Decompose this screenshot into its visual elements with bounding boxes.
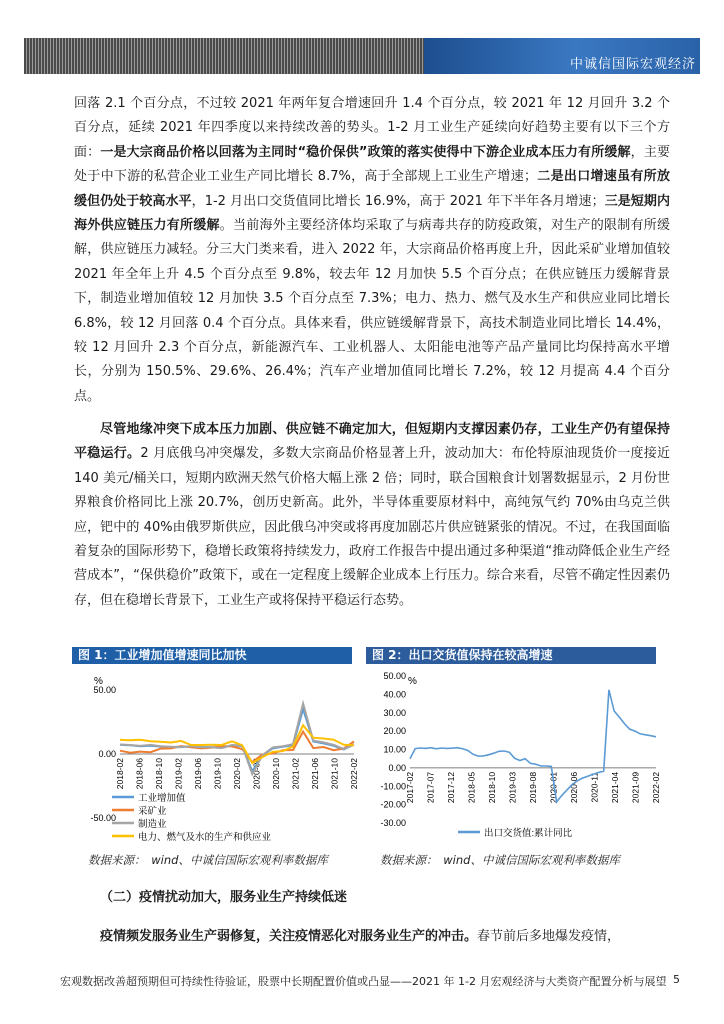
figure-2-source: 数据来源： wind、中诚信国际宏观利率数据库 [380,853,620,867]
x-tick-label: 2022-02 [651,771,661,804]
x-tick-label: 2019-06 [193,758,203,790]
paragraph-2 [74,418,670,613]
x-tick-label: 2018-05 [466,771,477,804]
x-tick-label: 2022-02 [349,758,359,790]
y-tick-label: 0.00 [388,762,406,773]
paragraph-3 [74,925,670,949]
p1-text-d: ，1-2 月出口交货值同比增长 16.9%，高于 2021 年下半年各月增速； [191,193,605,209]
p2-bold: 尽管地缘冲突下成本压力加剧、供应链不确定加大，但短期内支撑因素仍存，工业生产仍有望保持平稳运行。 [74,422,670,462]
p1-text-c: ，主要处于中下游的私营企业工业生产同比增长 8.7%，高于全部规上工业生产增速； [74,144,670,185]
paragraph-1 [74,92,670,409]
y-tick-label: -20.00 [380,799,406,810]
page-number: 5 [673,973,680,986]
y-tick-label: -50.00 [90,813,116,823]
x-tick-label: 2019-08 [528,771,538,804]
y-tick-label: 50.00 [93,685,116,695]
x-tick-label: 2020-02 [232,758,242,790]
legend-label-0: 出口交货值:累计同比 [484,828,573,839]
p1-bold-1: 一是大宗商品价格以回落为主同时“稳价保供”政策的落实使得中下游企业成本压力有所缓解 [100,144,631,160]
x-tick-label: 2020-11 [589,771,600,803]
y-tick-label: -10.00 [380,781,406,792]
figure-1-source: 数据来源： wind、中诚信国际宏观利率数据库 [88,853,328,867]
legend-label-3: 电力、燃气及水的生产和供应业 [138,832,272,843]
x-tick-label: 2017-07 [425,771,436,804]
x-tick-label: 2018-02 [115,758,125,790]
x-tick-label: 2019-03 [507,771,518,804]
legend-label-2: 制造业 [138,819,167,830]
y-tick-label: 0.00 [98,749,116,759]
y-tick-label: -30.00 [380,818,406,828]
p3-text: 春节前后多地爆发疫情， [477,929,621,944]
p1-bold-2: 二是出口增速虽有所放缓但仍处于较高水平 [74,169,670,209]
series-line-3 [120,725,354,763]
chart2-ylabel: % [408,676,417,687]
p1-text-a: 回落 2.1 个百分点，不过较 2021 年两年复合增速回升 1.4 个百分点，较 2021 年 12 月回升 3.2 个百分点，延续 2021 年四季度以来持续改善的势头。1-2 月工业生产延续向好趋势主要有以下三个方面： [74,96,670,160]
legend-label-0: 工业增加值 [138,793,186,804]
x-tick-label: 2018-06 [134,758,145,790]
x-tick-label: 2017-12 [446,771,456,804]
x-tick-label: 2021-10 [329,758,340,790]
legend-label-1: 采矿业 [138,806,167,817]
y-tick-label: 40.00 [383,689,406,700]
x-tick-label: 2020-10 [271,758,281,790]
x-tick-label: 2019-02 [173,758,184,790]
x-tick-label: 2018-10 [154,758,164,790]
y-tick-label: 20.00 [383,726,406,737]
figure-1-title: 图 1：工业增加值增速同比加快 [72,647,352,664]
section-subheading: （二）疫情扰动加大，服务业生产持续低迷 [100,890,348,905]
p1-bold-3: 三是短期内海外供应链压力有所缓解 [74,193,670,234]
x-tick-label: 2021-04 [610,771,620,804]
y-tick-label: 10.00 [383,744,406,755]
figure-2-chart [366,668,666,848]
p3-bold: 疫情频发服务业生产弱修复，关注疫情恶化对服务业生产的冲击。 [100,929,478,944]
x-tick-label: 2019-10 [212,758,223,790]
x-tick-label: 2020-06 [569,771,579,804]
x-tick-label: 2021-09 [630,771,641,804]
footer-text: 宏观数据改善超预期但可持续性待验证，股票中长期配置价值或凸显——2021 年 1-2 月宏观经济与大类资产配置分析与展望 [60,975,667,988]
figure-2-title: 图 2：出口交货值保持在较高增速 [366,647,656,664]
figure-1-chart [72,668,362,848]
header-title: 中诚信国际宏观经济 [569,57,696,72]
chart1-ylabel: % [94,676,103,687]
p1-text-e: 。当前海外主要经济体均采取了与病毒共存的防疫政策，对生产的限制有所缓解，供应链压力减轻。分三大门类来看，进入 2022 年，大宗商品价格再度上升，因此采矿业增加值较 2021 年全年上升 4.5 个百分点至 9.8%，较去年 12 月加快 5.5 个百分点；在供应链压力缓解背景下，制造业增加值较 12 月加快 3.5 个百分点至 7.3%；电力、热力、燃气及水生产和供应业同比增长 6.8%，较 12 月回落 0.4 个百分点。具体来看，供应链缓解背景下，高技术制造业同比增长 14.4%，较 12 月回升 2.3 个百分点，新能源汽车、工业机器人、太阳能电池等产品产量同比均保持高水平增长，分别为 150.5%、29.6%、26.4%；汽车产业增加值同比增长 7.2%，较 12 月提高 4.4 个百分点。 [74,218,670,404]
y-tick-label: 50.00 [383,671,406,681]
x-tick-label: 2018-10 [487,771,497,804]
p2-text: 2 月底俄乌冲突爆发，多数大宗商品价格显著上升，波动加大：布伦特原油现货价一度接近 140 美元/桶关口，短期内欧洲天然气价格大幅上涨 2 倍；同时，联合国粮食计划署数据显示，2 月份世界粮食价格同比上涨 20.7%，创历史新高。此外，半导体重要原材料中，高纯氖气约 70%由乌克兰供应，钯中的 40%由俄罗斯供应，因此俄乌冲突或将再度加剧芯片供应链紧张的情况。不过，在我国面临着复杂的国际形势下，稳增长政策将持续发力，政府工作报告中提出通过多种渠道“推动降低企业生产经营成本”，“保供稳价”政策下，或在一定程度上缓解企业成本上行压力。综合来看，尽管不确定性因素仍存，但在稳增长背景下，工业生产或将保持平稳运行态势。 [74,446,670,608]
x-tick-label: 2021-06 [310,758,320,790]
x-tick-label: 2021-02 [290,758,301,790]
y-tick-label: 30.00 [383,707,406,718]
x-tick-label: 2020-01 [548,771,559,804]
x-tick-label: 2020-06 [251,758,262,790]
x-tick-label: 2017-02 [405,771,415,804]
